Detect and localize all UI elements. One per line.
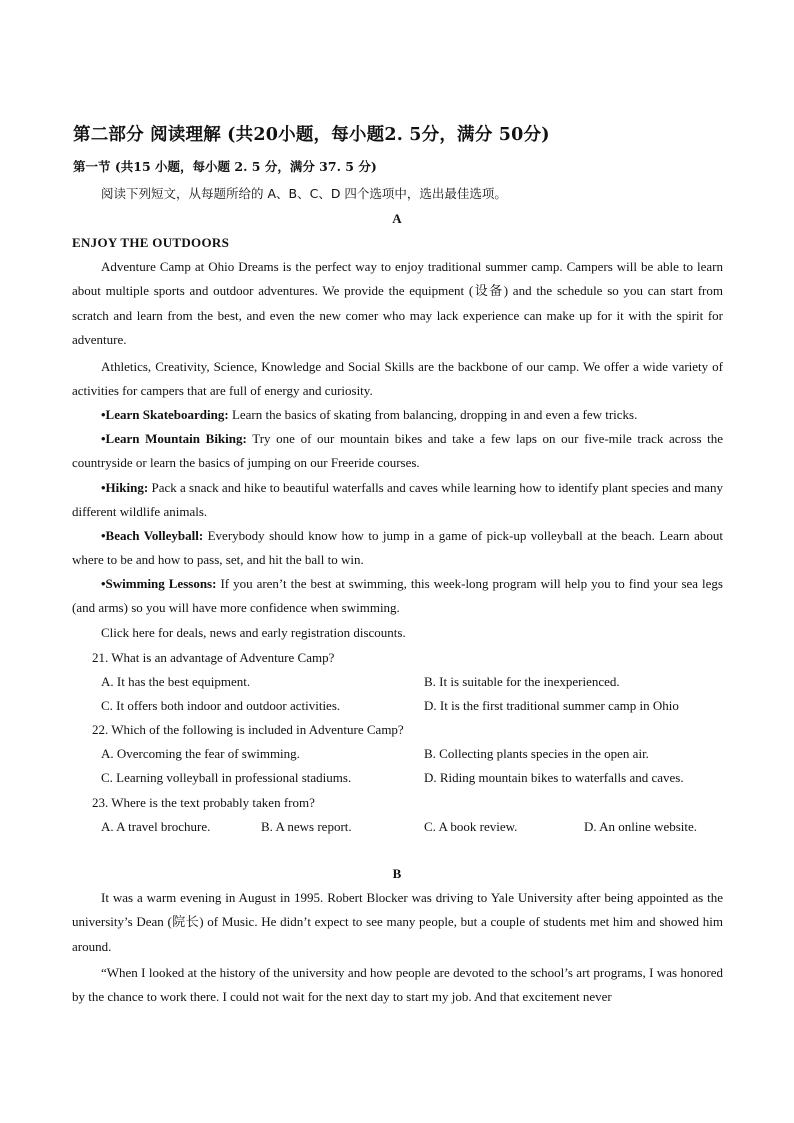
passage-b-label: B [392, 866, 402, 881]
activity-title: •Learn Mountain Biking: [101, 431, 247, 446]
passage-a-label: A [392, 211, 402, 226]
passage-a-closing: Click here for deals, news and early registration discounts. [101, 625, 406, 640]
activity-title: •Learn Skateboarding: [101, 407, 229, 422]
activity-description: If you aren’t the best at swimming, this week-long program will help you to find your sea legs (and arms) so you will have more confidence when swimming. [72, 576, 723, 616]
question-23-option-d: D. An online website. [584, 819, 698, 834]
question-22-option-c: C. Learning volleyball in professional stadiums. [101, 770, 352, 785]
question-23-stem: 23. Where is the text probably taken from? [92, 795, 315, 810]
instructions: 阅读下列短文，从每题所给的 A、B、C、D 四个选项中，选出最佳选项。 [101, 186, 507, 201]
activity-item-skateboarding [72, 403, 723, 427]
activity-item-beach-volleyball [72, 524, 723, 573]
question-23-option-b: B. A news report. [261, 819, 352, 834]
activity-title: •Beach Volleyball: [101, 528, 204, 543]
passage-a-paragraph-1: Adventure Camp at Ohio Dreams is the perfect way to enjoy traditional summer camp. Campers will be able to learn about multiple sports and outdoor adventures. We provide the equipment (设备) and the schedule so you can start from scratch and learn from the best, and even the new comer who may lack experience can make up for it with the spirit for adventure. [72, 259, 723, 348]
passage-b-paragraph-1: It was a warm evening in August in 1995. Robert Blocker was driving to Yale University after being appointed as the university’s Dean (院长) of Music. He didn’t expect to see many people, but a couple of students met him and showed him around. [72, 890, 723, 954]
question-22-option-a: A. Overcoming the fear of swimming. [101, 746, 300, 761]
section-title: 第二部分 阅读理解 (共20小题，每小题2. 5分，满分 50分) [73, 125, 550, 145]
question-21-option-b: B. It is suitable for the inexperienced. [424, 674, 620, 689]
passage-a-paragraph-2: Athletics, Creativity, Science, Knowledge and Social Skills are the backbone of our camp. We offer a wide variety of activities for campers that are full of energy and curiosity. [72, 359, 723, 399]
activity-title: •Swimming Lessons: [101, 576, 217, 591]
activity-description: Everybody should know how to jump in a game of pick-up volleyball at the beach. Learn about where to be and how to pass, set, and hit the ball to win. [72, 528, 723, 568]
activity-description: Learn the basics of skating from balancing, dropping in and even a few tricks. [228, 407, 638, 422]
question-21-stem: 21. What is an advantage of Adventure Camp? [92, 650, 335, 665]
activity-item-hiking [72, 476, 723, 525]
question-21-option-d: D. It is the first traditional summer camp in Ohio [424, 698, 679, 713]
subsection-title: 第一节 (共15 小题，每小题 2. 5 分，满分 37. 5 分) [73, 159, 377, 174]
question-21-option-a: A. It has the best equipment. [101, 674, 251, 689]
question-22-stem: 22. Which of the following is included in Adventure Camp? [92, 722, 404, 737]
passage-a-heading: ENJOY THE OUTDOORS [72, 235, 230, 250]
question-21-option-c: C. It offers both indoor and outdoor activities. [101, 698, 341, 713]
question-22-option-b: B. Collecting plants species in the open air. [424, 746, 649, 761]
question-22-option-d: D. Riding mountain bikes to waterfalls and caves. [424, 770, 684, 785]
activity-item-mountain-biking [72, 427, 723, 476]
activity-item-swimming-lessons [72, 572, 723, 621]
activity-description: Try one of our mountain bikes and take a few laps on our five-mile track across the countryside or learn the basics of jumping on our Freeride courses. [72, 431, 724, 471]
activity-description: Pack a snack and hike to beautiful waterfalls and caves while learning how to identify plant species and many different wildlife animals. [72, 480, 723, 520]
activity-title: •Hiking: [101, 480, 149, 495]
question-23-option-c: C. A book review. [424, 819, 518, 834]
passage-b-paragraph-2: “When I looked at the history of the university and how people are devoted to the school’s art programs, I was honored by the chance to work there. I could not wait for the next day to start my job. And that excitement never [72, 965, 723, 1005]
question-23-option-a: A. A travel brochure. [101, 819, 211, 834]
